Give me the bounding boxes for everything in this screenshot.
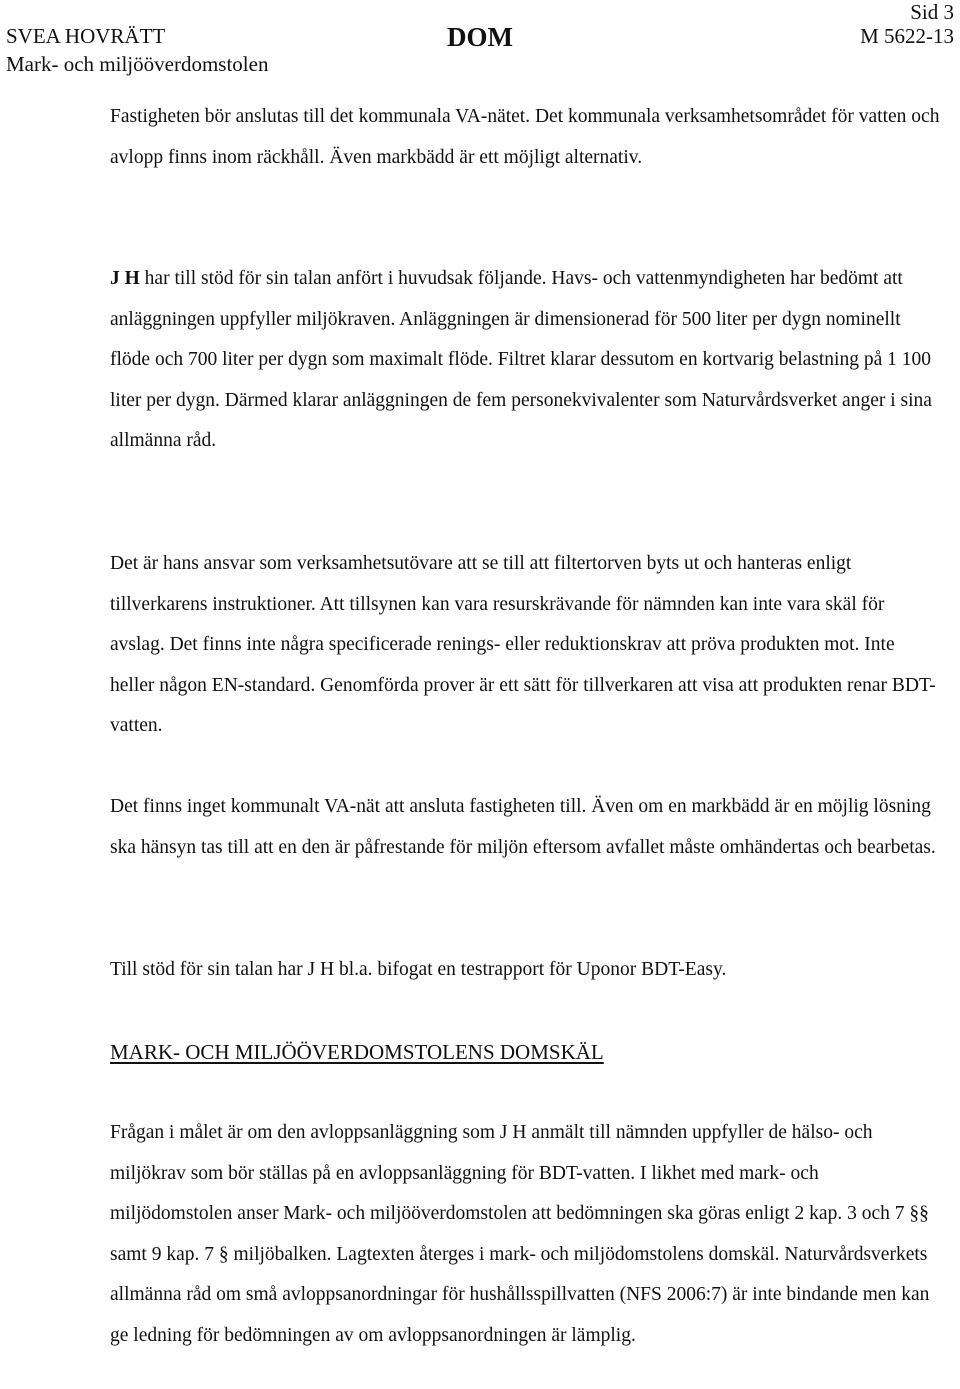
paragraph-appellant-claims-text: har till stöd för sin talan anfört i huvudsak följande. Havs- och vattenmyndigheten har bedömt att anläggningen uppfyller miljökraven. Anläggningen är dimensionerad för 500 liter per dygn nominellt flöde och 700 liter per dygn som maximalt flöde. Filtret klarar dessutom en kortvarig belastning på 1 100 liter per dygn. Därmed klarar anläggningen de fem personekvivalenter som Naturvårdsverket anger i sina allmänna råd. (110, 268, 932, 451)
page-number: Sid 3 (910, 0, 954, 24)
paragraph-test-report: Till stöd för sin talan har J H bl.a. bifogat en testrapport för Uponor BDT-Easy. (110, 959, 727, 980)
court-name: SVEA HOVRÄTT (6, 24, 166, 48)
section-heading: MARK- OCH MILJÖÖVERDOMSTOLENS DOMSKÄL (110, 1040, 604, 1064)
paragraph-court-reasoning: Frågan i målet är om den avloppsanläggning som J H anmält till nämnden uppfyller de hälso- och miljökrav som bör ställas på en avloppsanläggning för BDT-vatten. I likhet med mark- och miljödomstolen anser Mark- och miljööverdomstolen att bedömningen ska göras enligt 2 kap. 3 och 7 §§ samt 9 kap. 7 § miljöbalken. Lagtexten återges i mark- och miljödomstolens domskäl. Naturvårdsverkets allmänna råd om små avloppsanordningar för hushållsspillvatten (NFS 2006:7) är inte bindande men kan ge ledning för bedömningen av om avloppsanordningen är lämplig. (110, 1122, 930, 1346)
appellant-name: J H (110, 268, 140, 289)
case-number: M 5622-13 (860, 24, 954, 48)
document-type: DOM (447, 22, 513, 52)
department-name: Mark- och miljööverdomstolen (6, 52, 269, 76)
paragraph-no-va-network: Det finns inget kommunalt VA-nät att ansluta fastigheten till. Även om en markbädd är en möjlig lösning ska hänsyn tas till att en den är påfrestande för miljön eftersom avfallet måste omhändertas och bearbetas. (110, 796, 936, 858)
paragraph-operator-responsibility: Det är hans ansvar som verksamhetsutövare att se till att filtertorven byts ut och hanteras enligt tillverkarens instruktioner. Att tillsynen kan vara resurskrävande för nämnden kan inte vara skäl för avslag. Det finns inte några specificerade renings- eller reduktionskrav att pröva produkten mot. Inte heller någon EN-standard. Genomförda prover är ett sätt för tillverkaren att visa att produkten renar BDT-vatten. (110, 553, 936, 736)
paragraph-appellant-claims (110, 259, 940, 462)
paragraph-municipal-connection: Fastigheten bör anslutas till det kommunala VA-nätet. Det kommunala verksamhetsområdet för vatten och avlopp finns inom räckhåll. Även markbädd är ett möjligt alternativ. (110, 106, 940, 168)
